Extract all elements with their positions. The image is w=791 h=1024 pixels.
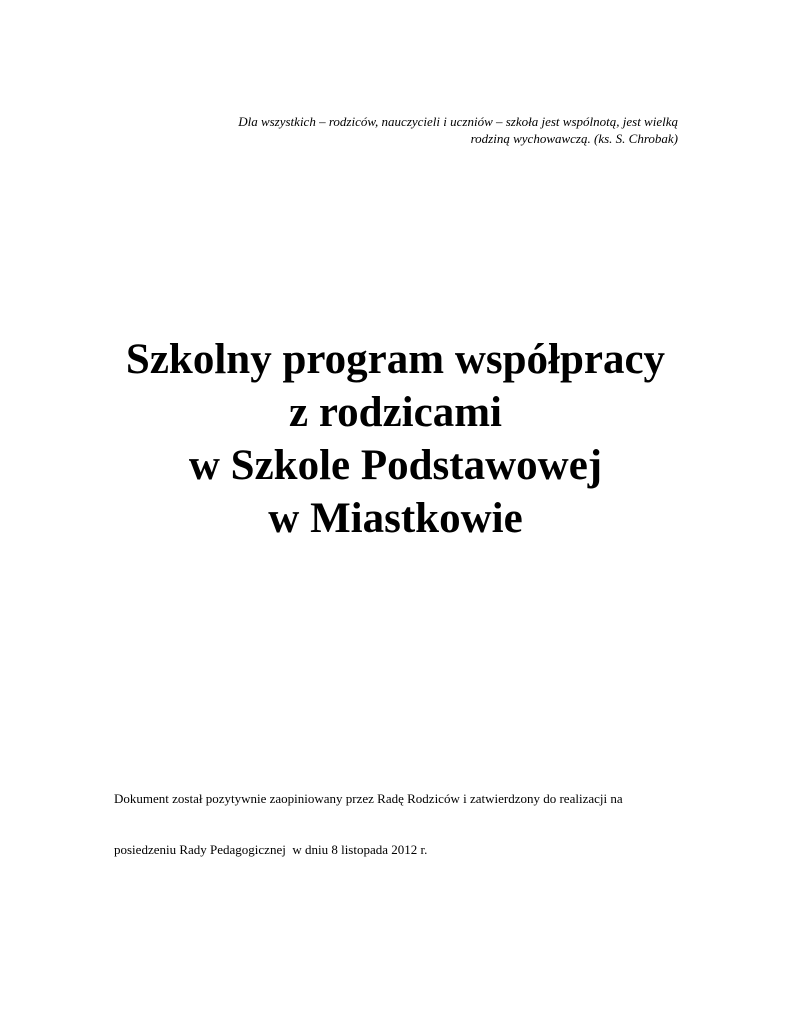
approval-line-2: posiedzeniu Rady Pedagogicznej w dniu 8 listopada 2012 r.: [114, 842, 428, 857]
epigraph-line-1: Dla wszystkich – rodziców, nauczycieli i uczniów – szkoła jest wspólnotą, jest wielką: [238, 114, 678, 129]
epigraph-line-2: rodziną wychowawczą. (ks. S. Chrobak): [470, 131, 678, 146]
title-line-3: w Szkole Podstawowej: [188, 442, 603, 489]
document-title: [0, 333, 791, 545]
epigraph-quote: [160, 113, 678, 147]
approval-note: [114, 756, 694, 892]
approval-line-1: Dokument został pozytywnie zaopiniowany przez Radę Rodziców i zatwierdzony do realizacji na: [114, 791, 623, 806]
title-line-1: Szkolny program współpracy: [125, 336, 666, 383]
title-line-2: z rodzicami: [289, 389, 502, 436]
title-line-4: w Miastkowie: [268, 495, 523, 542]
